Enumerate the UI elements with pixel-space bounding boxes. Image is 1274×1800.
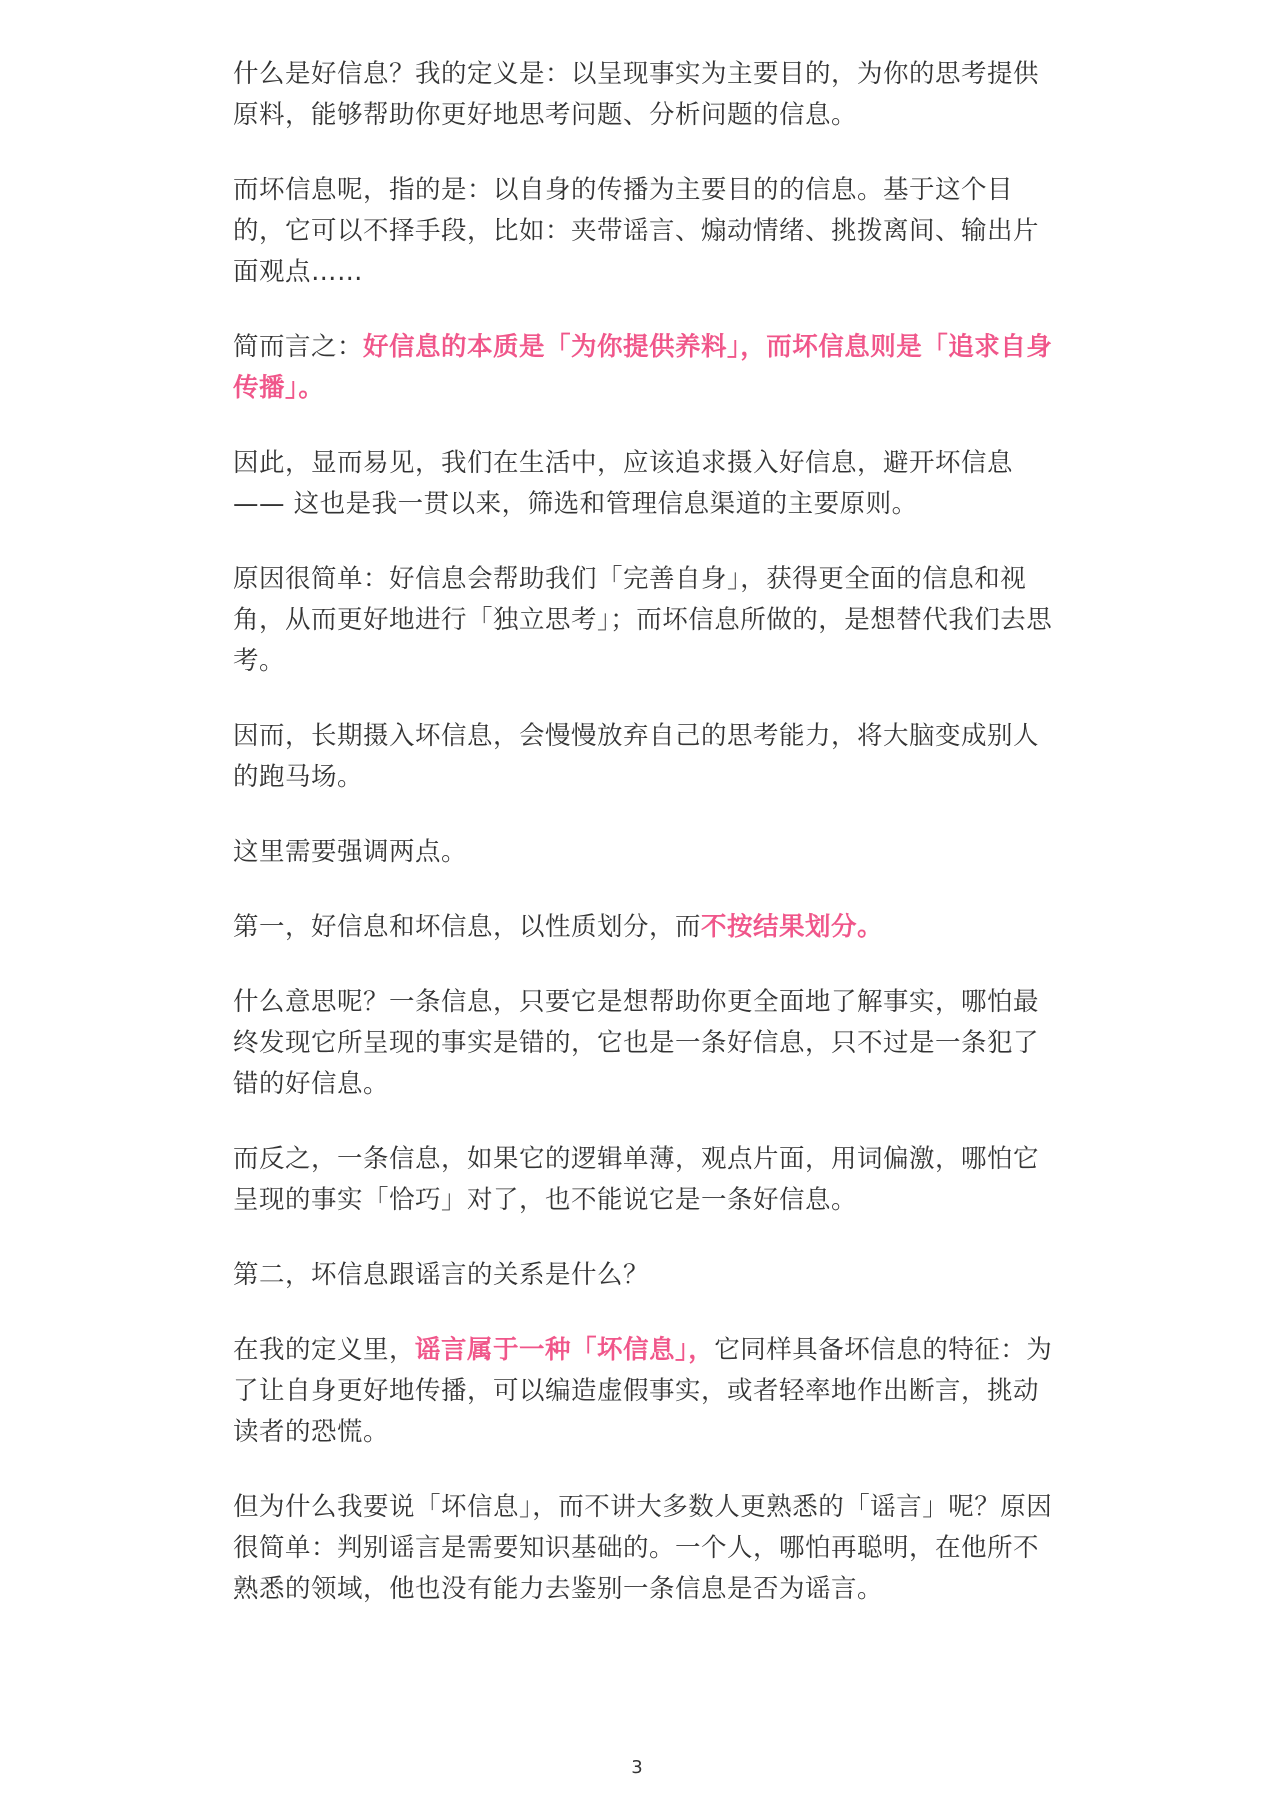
paragraph [233, 907, 1053, 948]
paragraph-text: 第二，坏信息跟谣言的关系是什么？ [233, 1260, 650, 1290]
paragraph [233, 1255, 1053, 1296]
highlighted-text: 谣言属于一种「坏信息」， [415, 1335, 715, 1365]
paragraph-text: 原因很简单：好信息会帮助我们「完善自身」，获得更全面的信息和视角，从而更好地进行「独立思考」；而坏信息所做的，是想替代我们去思考。 [233, 564, 1053, 676]
page-number: 3 [631, 1757, 643, 1778]
paragraph [233, 170, 1053, 293]
paragraph-text: 在我的定义里， [233, 1335, 416, 1365]
paragraph-text: 而反之，一条信息，如果它的逻辑单薄，观点片面，用词偏激，哪怕它呈现的事实「恰巧」对了，也不能说它是一条好信息。 [233, 1144, 1040, 1215]
paragraph-text: 而坏信息呢，指的是：以自身的传播为主要目的的信息。基于这个目的，它可以不择手段，比如：夹带谣言、煽动情绪、挑拨离间、输出片面观点…… [233, 175, 1040, 287]
paragraph [233, 1139, 1053, 1221]
paragraph-text: 因而，长期摄入坏信息，会慢慢放弃自己的思考能力，将大脑变成别人的跑马场。 [233, 721, 1040, 792]
highlighted-text: 好信息的本质是「为你提供养料」，而坏信息则是「追求自身传播」。 [233, 332, 1053, 403]
paragraph-text: 但为什么我要说「坏信息」，而不讲大多数人更熟悉的「谣言」呢？原因很简单：判别谣言是需要知识基础的。一个人，哪怕再聪明，在他所不熟悉的领域，他也没有能力去鉴别一条信息是否为谣言。 [233, 1492, 1053, 1604]
paragraph [233, 716, 1053, 798]
paragraph [233, 443, 1053, 525]
paragraph-text: 它同样具备坏信息的特征：为了让自身更好地传播，可以编造虚假事实，或者轻率地作出断言，挑动读者的恐慌。 [233, 1335, 1053, 1447]
document-body [233, 54, 1053, 1644]
paragraph-text: 什么是好信息？我的定义是：以呈现事实为主要目的，为你的思考提供原料，能够帮助你更好地思考问题、分析问题的信息。 [233, 59, 1040, 130]
paragraph-text: 因此，显而易见，我们在生活中，应该追求摄入好信息，避开坏信息 —— 这也是我一贯以来，筛选和管理信息渠道的主要原则。 [233, 448, 1014, 519]
paragraph [233, 1330, 1053, 1453]
paragraph [233, 1487, 1053, 1610]
paragraph [233, 54, 1053, 136]
paragraph [233, 982, 1053, 1105]
highlighted-text: 不按结果划分。 [701, 912, 884, 942]
paragraph-text: 什么意思呢？一条信息，只要它是想帮助你更全面地了解事实，哪怕最终发现它所呈现的事实是错的，它也是一条好信息，只不过是一条犯了错的好信息。 [233, 987, 1040, 1099]
paragraph [233, 832, 1053, 873]
paragraph-text: 简而言之： [233, 332, 364, 362]
paragraph-text: 第一，好信息和坏信息，以性质划分，而 [233, 912, 702, 942]
paragraph [233, 327, 1053, 409]
paragraph [233, 559, 1053, 682]
paragraph-text: 这里需要强调两点。 [233, 837, 468, 867]
